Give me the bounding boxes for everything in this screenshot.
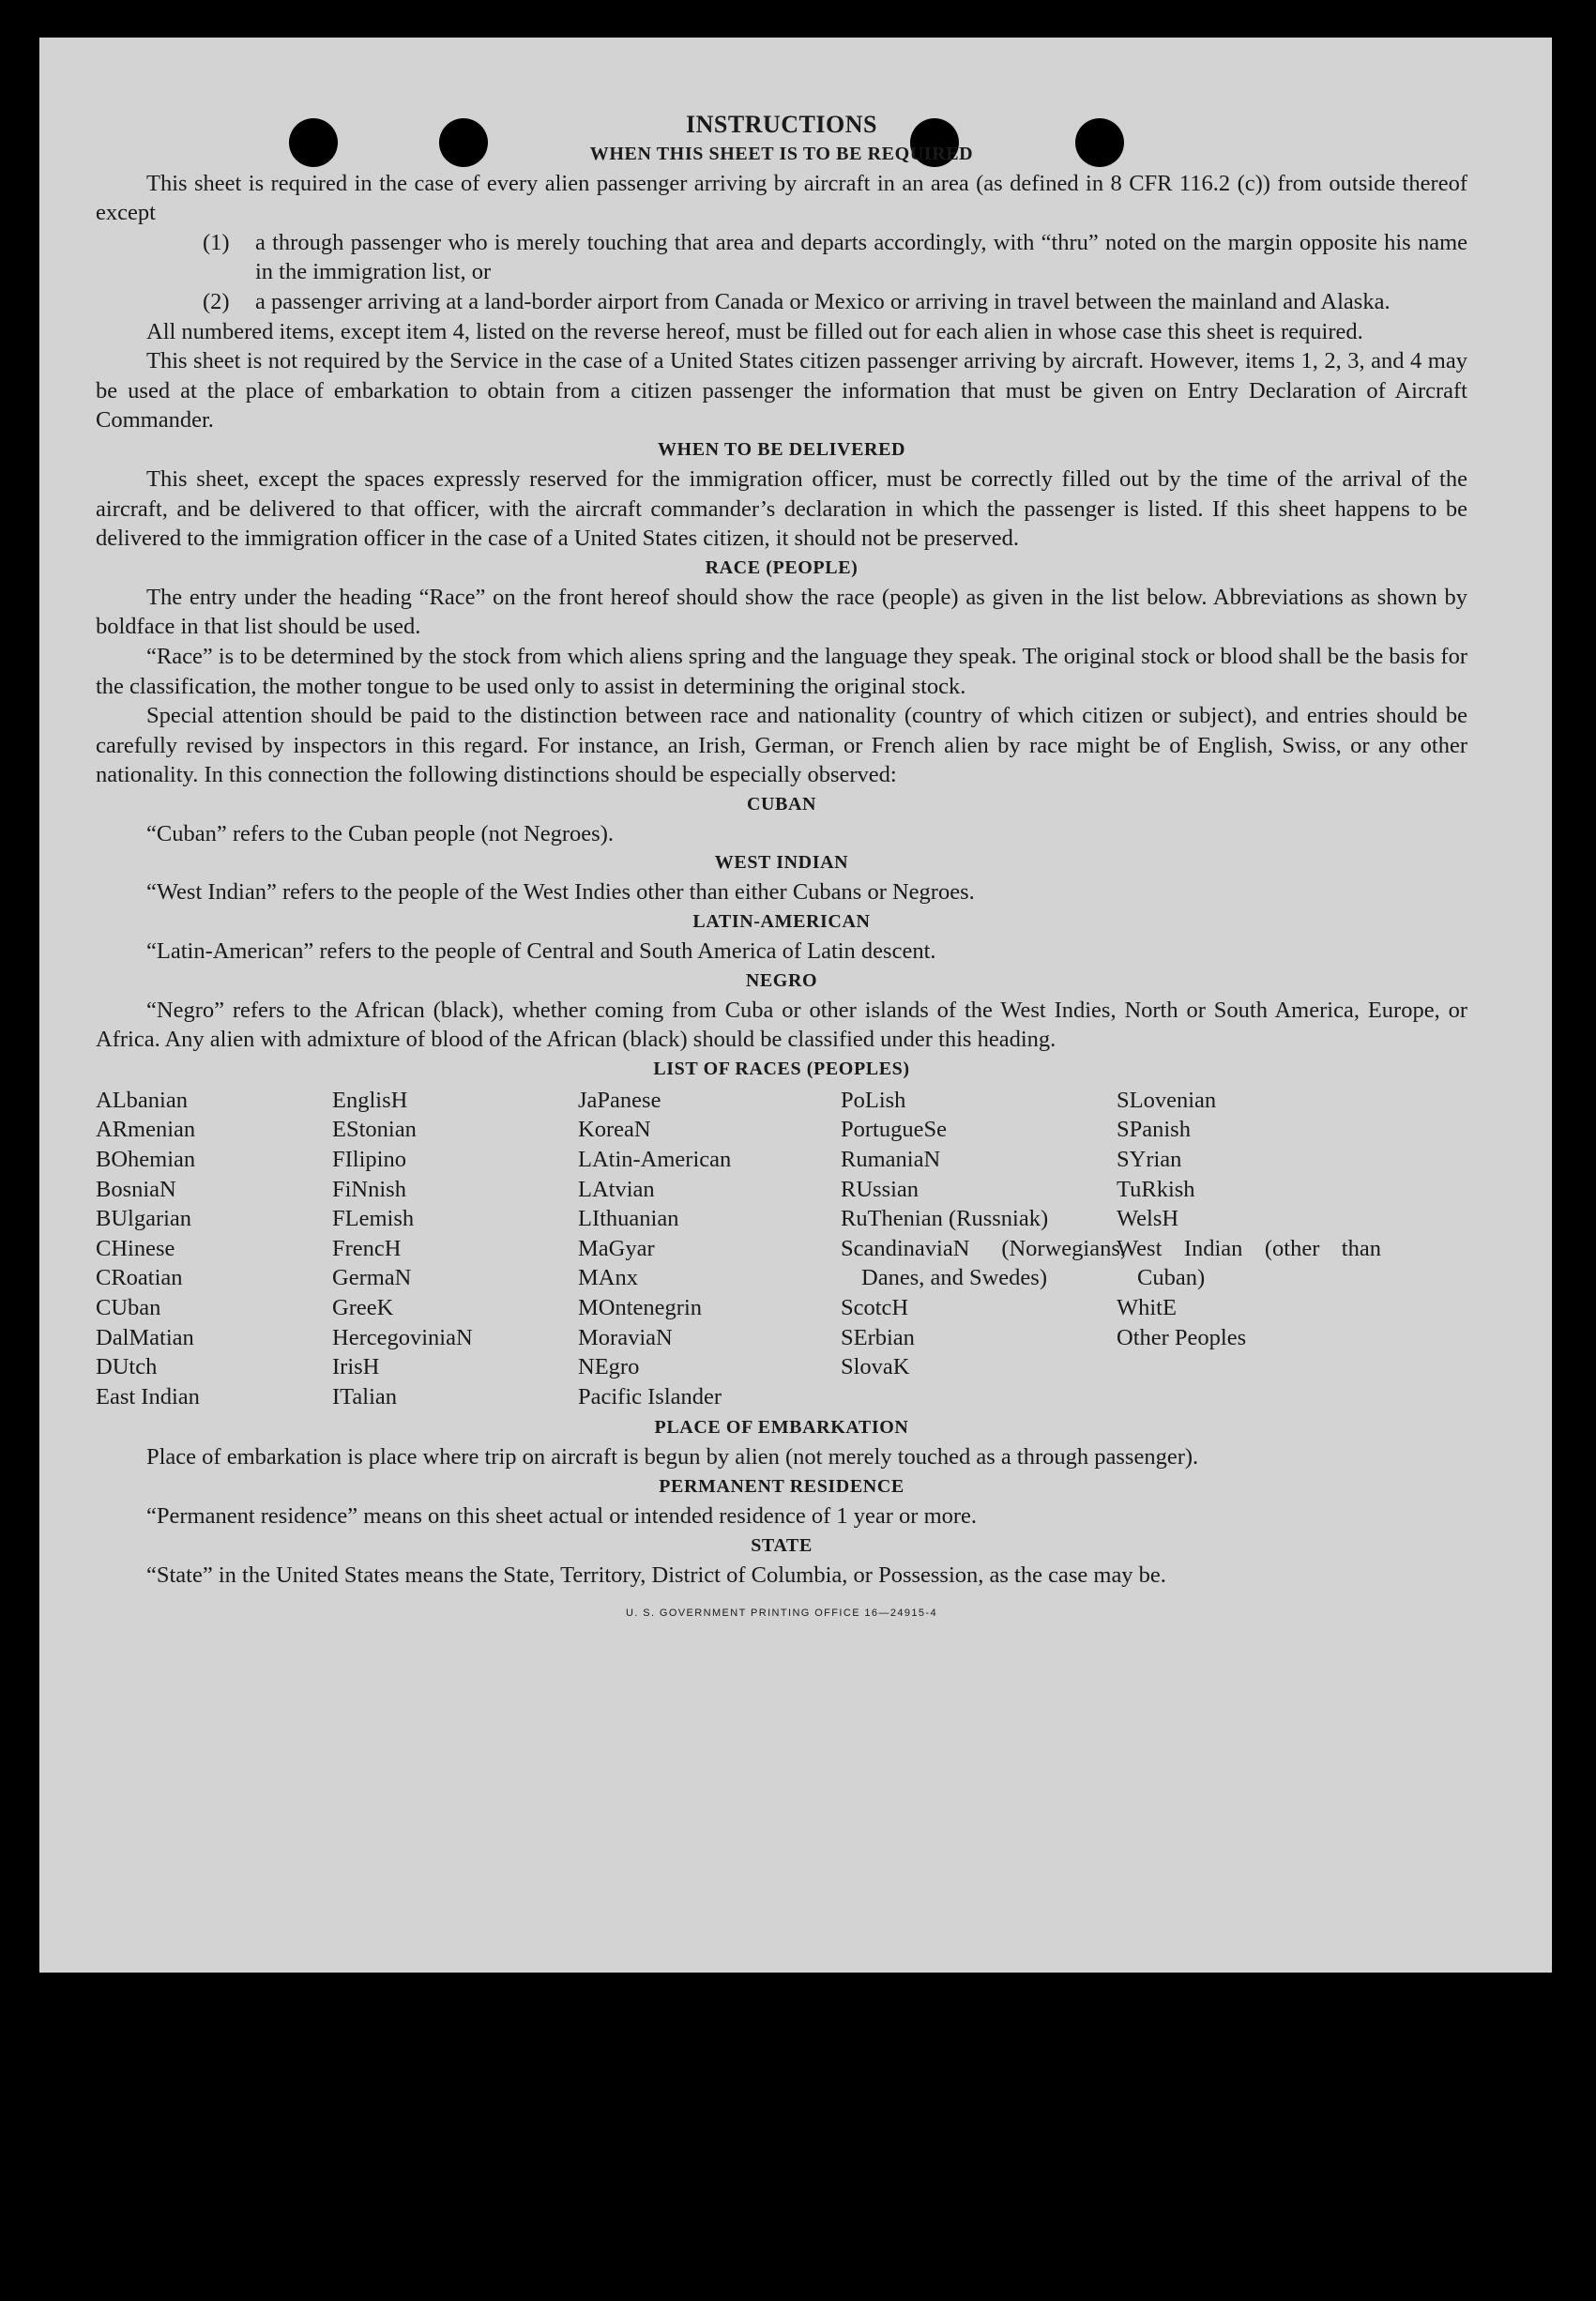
paragraph: This sheet, except the spaces expressly reserved for the immigration officer, must be correctly filled out by the time of the arrival of the aircraft, and be delivered to that officer, with the aircraft commander’s declaration in which the passenger is listed. If this sheet happens to be delivered to the immigration officer in the case of a United States citizen, it should not be preserved. [96,465,1467,552]
race-entry: ScandinaviaN (Norwegians, Danes, and Swedes) [841,1235,1126,1291]
paragraph: “West Indian” refers to the people of the West Indies other than either Cubans or Negroes. [146,879,975,906]
race-entry: TuRkish [1117,1176,1195,1202]
race-entry: GreeK [332,1295,394,1320]
races-column [96,1086,332,1412]
race-entry: East Indian [96,1383,200,1410]
item-number: (1) [203,229,230,255]
races-column [1117,1086,1381,1412]
race-entry: JaPanese [578,1087,661,1113]
races-column [578,1086,841,1412]
race-entry: ARmenian [96,1117,196,1143]
paragraph: This sheet is not required by the Service in the case of a United States citizen passenger arriving by aircraft. However, items 1, 2, 3, and 4 may be used at the place of embarkation to obtain from a citizen passenger the information that must be given on Entry Declaration of Aircraft Commander. [96,348,1467,434]
race-entry: SLovenian [1117,1087,1217,1113]
race-entry: West Indian (other than Cuban) [1117,1235,1381,1291]
paragraph: Place of embarkation is place where trip on aircraft is begun by alien (not merely touched as a through passenger). [146,1444,1199,1471]
item-text: a through passenger who is merely touching that area and departs accordingly, with “thru” noted on the margin opposite his name in the immigration list, or [255,229,1467,285]
race-entry: MaGyar [578,1235,655,1261]
race-entry: CHinese [96,1235,175,1261]
paragraph: Special attention should be paid to the distinction between race and nationality (country of which citizen or subject), and entries should be carefully revised by inspectors in this regard. For instance, an Irish, German, or French alien by race might be of English, Swiss, or any other nationality. In this connection the following distinctions should be especially observed: [96,703,1467,788]
race-entry: ScotcH [841,1295,909,1320]
paragraph: The entry under the heading “Race” on the front hereof should show the race (people) as given in the list below. Abbreviations as shown by boldface in that list should be used. [96,584,1467,640]
race-entry: RumaniaN [841,1147,941,1173]
race-entry: FLemish [332,1206,415,1232]
race-entry: LAtin-American [578,1147,732,1173]
paragraph: This sheet is required in the case of every alien passenger arriving by aircraft in an area (as defined in 8 CFR 116.2 (c)) from outside thereof except [96,170,1467,226]
race-entry: IrisH [332,1354,380,1380]
section-heading: WHEN TO BE DELIVERED [657,438,906,460]
race-entry: NEgro [578,1354,640,1380]
section-heading: RACE (PEOPLE) [705,556,859,578]
paragraph: “State” in the United States means the State, Territory, District of Columbia, or Possession, as the case may be. [146,1562,1166,1588]
list-item [203,228,1467,287]
item-number: (2) [203,288,230,314]
race-entry: MOntenegrin [578,1295,702,1320]
race-entry: PoLish [841,1087,906,1113]
race-entry: MoraviaN [578,1324,673,1350]
section-heading: WHEN THIS SHEET IS TO BE REQUIRED [589,143,974,164]
race-entry: Other Peoples [1117,1324,1247,1350]
section-heading: STATE [751,1534,813,1556]
race-entry: RUssian [841,1176,920,1202]
race-entry: CRoatian [96,1265,183,1291]
race-entry: FIlipino [332,1147,406,1173]
section-heading: LATIN-AMERICAN [692,911,871,933]
paragraph: “Negro” refers to the African (black), whether coming from Cuba or other islands of the West Indies, North or South America, Europe, or Africa. Any alien with admixture of blood of the African (black) should be classified under this heading. [96,997,1467,1053]
race-entry: BosniaN [96,1176,176,1202]
race-entry: WelsH [1117,1206,1179,1232]
printer-imprint: U. S. GOVERNMENT PRINTING OFFICE 16—24915-4 [625,1608,937,1620]
section-heading: PERMANENT RESIDENCE [659,1475,904,1497]
races-list [96,1086,1467,1412]
section-heading: PLACE OF EMBARKATION [654,1417,909,1439]
race-entry: SYrian [1117,1147,1182,1173]
race-entry: EnglisH [332,1087,408,1113]
race-entry: PortugueSe [841,1117,947,1143]
race-entry: SPanish [1117,1117,1191,1143]
race-entry: WhitE [1117,1295,1177,1320]
race-entry: GermaN [332,1265,412,1291]
race-entry: LIthuanian [578,1206,679,1232]
paragraph: All numbered items, except item 4, listed on the reverse hereof, must be filled out for each alien in whose case this sheet is required. [146,318,1363,344]
race-entry: ALbanian [96,1087,188,1113]
race-entry: BUlgarian [96,1206,192,1232]
race-entry: BOhemian [96,1147,196,1173]
paragraph: “Cuban” refers to the Cuban people (not Negroes). [146,820,614,846]
section-heading: WEST INDIAN [714,852,849,874]
race-entry: RuThenian (Russniak) [841,1206,1049,1232]
races-column [841,1086,1126,1412]
race-entry: CUban [96,1295,161,1320]
item-text: a passenger arriving at a land-border airport from Canada or Mexico or arriving in travel between the mainland and Alaska. [255,288,1391,314]
race-entry: Pacific Islander [578,1383,722,1410]
race-entry: ITalian [332,1383,398,1410]
page-title: INSTRUCTIONS [686,111,877,138]
race-entry: FiNnish [332,1176,406,1202]
paragraph: “Race” is to be determined by the stock from which aliens spring and the language they speak. The original stock or blood shall be the basis for the classification, the mother tongue to be used only to assist in determining the original stock. [96,643,1467,699]
race-entry: FrencH [332,1235,402,1261]
section-heading: CUBAN [746,793,817,815]
race-entry: SErbian [841,1324,915,1350]
document-content [96,110,1467,1629]
section-heading: NEGRO [745,969,818,991]
section-heading: LIST OF RACES (PEOPLES) [653,1058,910,1079]
race-entry: DUtch [96,1354,158,1380]
race-entry: KoreaN [578,1117,651,1143]
race-entry: EStonian [332,1117,417,1143]
paragraph: “Latin-American” refers to the people of Central and South America of Latin descent. [146,938,936,965]
race-entry: MAnx [578,1265,638,1291]
list-item [203,287,1467,317]
race-entry: SlovaK [841,1354,910,1380]
paragraph: “Permanent residence” means on this sheet actual or intended residence of 1 year or more. [146,1502,978,1529]
race-entry: LAtvian [578,1176,655,1202]
race-entry: DalMatian [96,1324,194,1350]
race-entry: HercegoviniaN [332,1324,473,1350]
races-column [332,1086,578,1412]
